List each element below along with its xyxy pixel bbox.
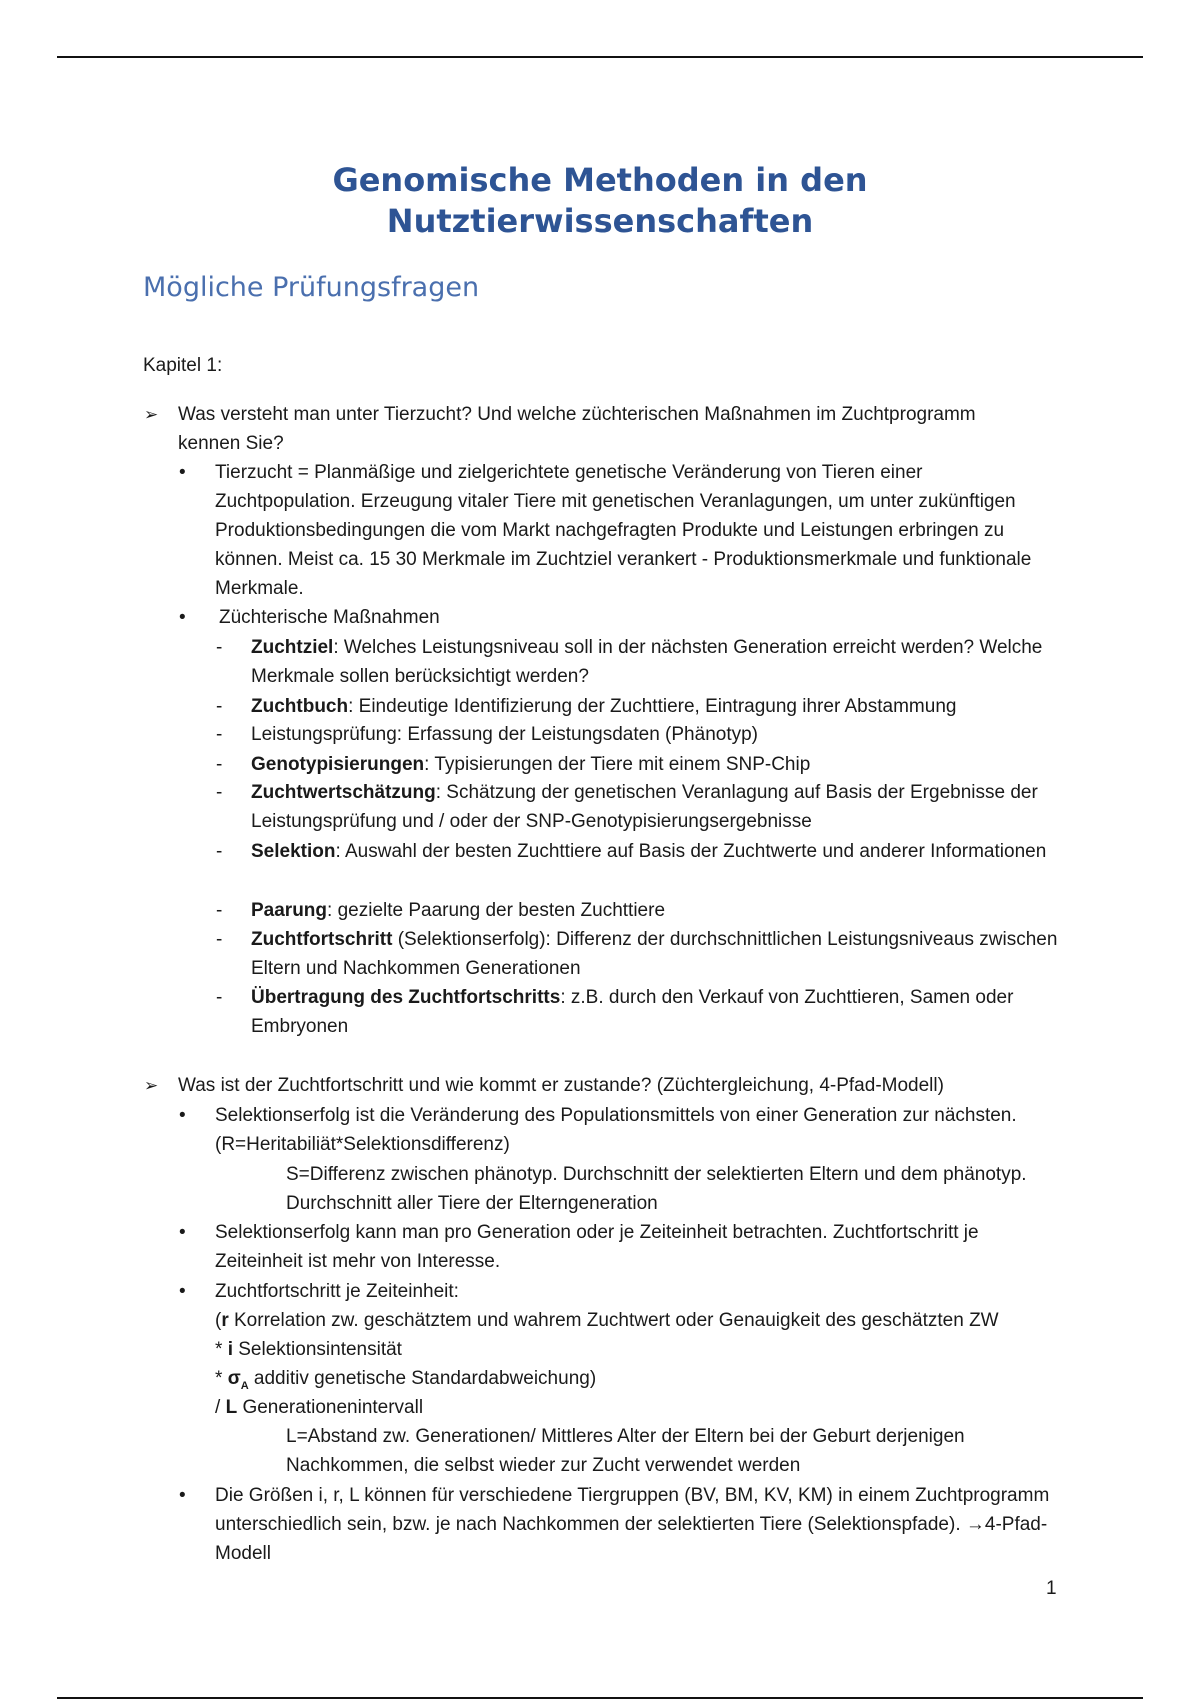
dash-bullet-icon: -	[216, 782, 223, 803]
definition: : Typisierungen der Tiere mit einem SNP-Chip	[424, 754, 811, 775]
formula-text: Korrelation zw. geschätztem und wahrem Zuchtwert oder Genauigkeit des geschätzten ZW	[228, 1310, 999, 1331]
formula-text: additiv genetische Standardabweichung)	[248, 1368, 597, 1389]
term: Zuchtbuch	[251, 696, 349, 717]
dash-bullet-icon: -	[216, 724, 223, 745]
bullet-zuchtfortschritt-zeiteinheit	[179, 1277, 1065, 1306]
definition: : Schätzung der genetischen Veranlagung auf Basis der Ergebnisse der Leistungsprüfung und / oder der SNP-Genotypisierungsergebnisse	[251, 782, 1038, 832]
right-arrow-icon: →	[965, 1514, 985, 1535]
formula-prefix: *	[215, 1339, 228, 1360]
selektionsdifferenz-definition: S=Differenz zwischen phänotyp. Durchschnitt der selektierten Eltern und dem phänotyp. Durchschnitt aller Tiere der Elterngeneration	[286, 1164, 1027, 1214]
dash-bullet-icon: -	[216, 754, 223, 775]
formula-subscript: A	[240, 1379, 249, 1392]
question-1-text-b: kennen Sie?	[178, 433, 284, 454]
bullet-massnahmen	[179, 603, 1065, 632]
term: Paarung	[251, 900, 328, 921]
bullet-dot-icon: •	[179, 1222, 186, 1243]
term: Selektion	[251, 841, 336, 862]
question-2-text: Was ist der Zuchtfortschritt und wie kommt er zustande? (Züchtergleichung, 4-Pfad-Modell)	[178, 1075, 944, 1096]
document-title	[0, 160, 1200, 242]
formula-prefix: *	[215, 1368, 228, 1389]
bullet-dot-icon: •	[179, 1105, 186, 1126]
question-1-text-a: Was versteht man unter Tierzucht? Und welche züchterischen Maßnahmen im Zuchtprogramm	[178, 404, 976, 425]
footer-rule	[57, 1697, 1143, 1699]
formula-symbol: i	[227, 1339, 233, 1360]
list-item-uebertragung	[216, 983, 1061, 1041]
definition: : Auswahl der besten Zuchttiere auf Basis der Zuchtwerte und anderer Informationen	[335, 841, 1047, 862]
list-item-zuchtbuch	[216, 692, 1061, 721]
generationenintervall-definition: L=Abstand zw. Generationen/ Mittleres Alter der Eltern bei der Geburt derjenigen Nachkommen, die selbst wieder zur Zucht verwendet werden	[286, 1426, 965, 1476]
title-line-2: Nutztierwissenschaften	[386, 202, 814, 240]
bullet-text: Tierzucht = Planmäßige und zielgerichtete genetische Veränderung von Tieren einer Zuchtpopulation. Erzeugung vitaler Tiere mit genetischen Veranlagungen, um unter zukünftigen Produktionsbedingungen die vom Markt nachgefragten Produkte und Leistungen erbringen zu können. Meist ca. 15 30 Merkmale im Zuchtziel verankert - Produktionsmerkmale und funktionale Merkmale.	[215, 462, 1032, 599]
page-number: 1	[1046, 1578, 1057, 1599]
list-item-zuchtwertschaetzung	[216, 778, 1061, 836]
dash-bullet-icon: -	[216, 696, 223, 717]
formula-line-r	[215, 1306, 1075, 1335]
bullet-text-end: 4-Pfad-Modell	[215, 1514, 1048, 1564]
bullet-text: Züchterische Maßnahmen	[219, 607, 440, 628]
header-rule	[57, 56, 1143, 58]
definition: Leistungsprüfung: Erfassung der Leistungsdaten (Phänotyp)	[251, 724, 758, 745]
bullet-text: Zuchtfortschritt je Zeiteinheit:	[215, 1281, 459, 1302]
term: Genotypisierungen	[251, 754, 425, 775]
question-2	[144, 1071, 1058, 1100]
formula-text: Selektionsintensität	[232, 1339, 402, 1360]
dash-bullet-icon: -	[216, 929, 223, 950]
dash-bullet-icon: -	[216, 841, 223, 862]
definition: (Selektionserfolg): Differenz der durchschnittlichen Leistungsniveaus zwischen Eltern und Nachkommen Generationen	[251, 929, 1058, 979]
term: Zuchtziel	[251, 637, 334, 658]
formula-prefix: (	[215, 1310, 222, 1331]
bullet-text: Die Größen i, r, L können für verschiedene Tiergruppen (BV, BM, KV, KM) in einem Zuchtprogramm unterschiedlich sein, bzw. je nach Nachkommen der selektierten Tiere (Selektionspfade).	[215, 1485, 1050, 1535]
bullet-dot-icon: •	[179, 607, 186, 628]
list-item-leistungspruefung	[216, 720, 1061, 749]
formula-symbol: r	[221, 1310, 229, 1331]
formula-line-i	[215, 1335, 1075, 1364]
subtitle: Mögliche Prüfungsfragen	[143, 272, 480, 303]
definition: : Welches Leistungsniveau soll in der nächsten Generation erreicht werden? Welche Merkmale sollen berücksichtigt werden?	[251, 637, 1043, 687]
bullet-text: Selektionserfolg ist die Veränderung des Populationsmittels von einer Generation zur nächsten. (R=Heritabiliät*Selektionsdifferenz)	[215, 1105, 1017, 1155]
bullet-dot-icon: •	[179, 1485, 186, 1506]
bullet-dot-icon: •	[179, 462, 186, 483]
list-item-paarung	[216, 896, 1061, 925]
chapter-heading: Kapitel 1:	[143, 355, 223, 376]
definition: : Eindeutige Identifizierung der Zuchttiere, Eintragung ihrer Abstammung	[348, 696, 957, 717]
dash-bullet-icon: -	[216, 987, 223, 1008]
formula-line-l	[215, 1393, 1075, 1422]
formula-text: Generationenintervall	[237, 1397, 424, 1418]
formula-symbol: L	[225, 1397, 238, 1418]
bullet-selektionserfolg	[179, 1101, 1065, 1159]
arrow-bullet-icon: ➢	[144, 1076, 159, 1095]
bullet-dot-icon: •	[179, 1281, 186, 1302]
title-line-1: Genomische Methoden in den	[332, 161, 868, 199]
bullet-groessen	[179, 1481, 1065, 1568]
bullet-tierzucht	[179, 458, 1065, 603]
term: Übertragung des Zuchtfortschritts	[251, 987, 561, 1008]
definition: : z.B. durch den Verkauf von Zuchttieren, Samen oder Embryonen	[251, 987, 1014, 1037]
arrow-bullet-icon: ➢	[144, 405, 159, 424]
list-item-zuchtfortschritt	[216, 925, 1061, 983]
list-item-selektion	[216, 837, 1061, 866]
list-item-genotypisierungen	[216, 750, 1061, 779]
list-item-zuchtziel	[216, 633, 1061, 691]
term: Zuchtwertschätzung	[251, 782, 436, 803]
definition: : gezielte Paarung der besten Zuchttiere	[327, 900, 666, 921]
bullet-zeiteinheit	[179, 1218, 1065, 1276]
term: Zuchtfortschritt	[251, 929, 393, 950]
formula-symbol: σ	[227, 1368, 241, 1389]
bullet-text: Selektionserfolg kann man pro Generation oder je Zeiteinheit betrachten. Zuchtfortschritt je Zeiteinheit ist mehr von Interesse.	[215, 1222, 979, 1272]
dash-bullet-icon: -	[216, 900, 223, 921]
formula-prefix: /	[215, 1397, 226, 1418]
dash-bullet-icon: -	[216, 637, 223, 658]
question-1	[144, 400, 1058, 458]
